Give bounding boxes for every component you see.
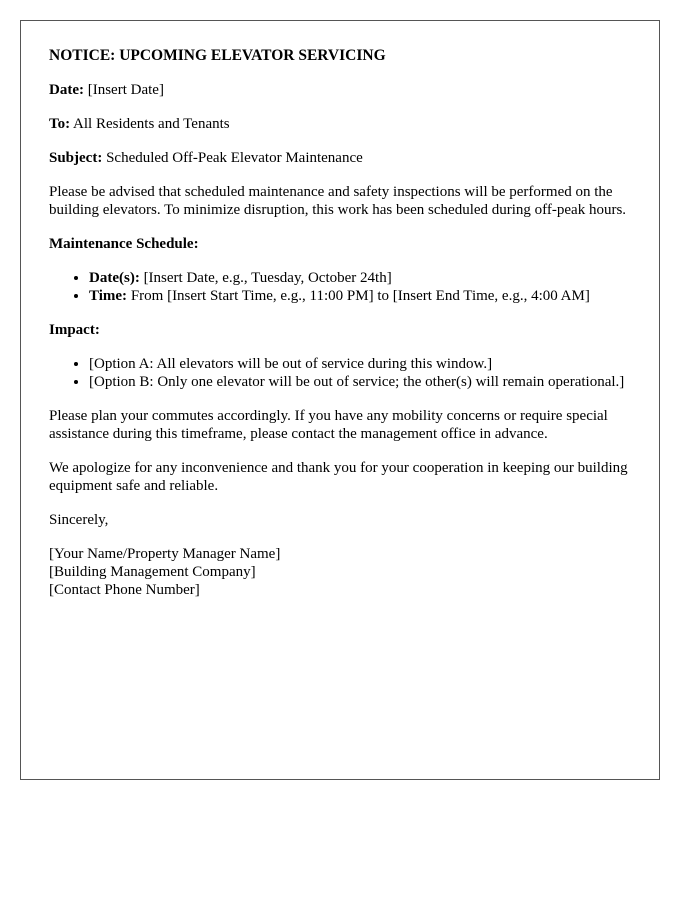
to-line [49, 115, 631, 133]
schedule-item-time [89, 287, 631, 305]
to-label: To: [49, 116, 71, 132]
date-value: [Insert Date] [83, 82, 164, 98]
schedule-item-label: Time: [89, 288, 128, 304]
signature-name: [Your Name/Property Manager Name] [49, 546, 281, 562]
impact-list [49, 355, 631, 391]
impact-item-option-a: • [Option A: All elevators will be out of service during this window.] [89, 355, 631, 373]
schedule-heading: Maintenance Schedule: [49, 236, 199, 252]
signature-phone: [Contact Phone Number] [49, 582, 200, 598]
date-label: Date: [49, 82, 84, 98]
impact-heading: Impact: [49, 322, 100, 338]
schedule-item-label: Date(s): [89, 270, 140, 286]
schedule-item-value: From [Insert Start Time, e.g., 11:00 PM] to [Insert End Time, e.g., 4:00 AM] [127, 288, 590, 304]
subject-value: Scheduled Off-Peak Elevator Maintenance [102, 150, 363, 166]
schedule-list [49, 269, 631, 305]
signature-company: [Building Management Company] [49, 564, 256, 580]
impact-item-option-b: • [Option B: Only one elevator will be out of service; the other(s) will remain operational.] [89, 373, 631, 391]
notice-document [20, 20, 660, 780]
schedule-item-value: [Insert Date, e.g., Tuesday, October 24th] [139, 270, 392, 286]
closing: Sincerely, [49, 512, 109, 528]
intro-paragraph: Please be advised that scheduled maintenance and safety inspections will be performed on the building elevators. To minimize disruption, this work has been scheduled during off-peak hours. [49, 184, 627, 218]
subject-label: Subject: [49, 150, 103, 166]
date-line [49, 81, 631, 99]
signature-block [49, 545, 631, 599]
apology-paragraph: We apologize for any inconvenience and thank you for your cooperation in keeping our building equipment safe and reliable. [49, 460, 628, 494]
notice-title: NOTICE: UPCOMING ELEVATOR SERVICING [49, 47, 386, 64]
to-value: All Residents and Tenants [70, 116, 230, 132]
schedule-item-dates [89, 269, 631, 287]
plan-paragraph: Please plan your commutes accordingly. If you have any mobility concerns or require special assistance during this timeframe, please contact the management office in advance. [49, 408, 608, 442]
subject-line [49, 149, 631, 167]
